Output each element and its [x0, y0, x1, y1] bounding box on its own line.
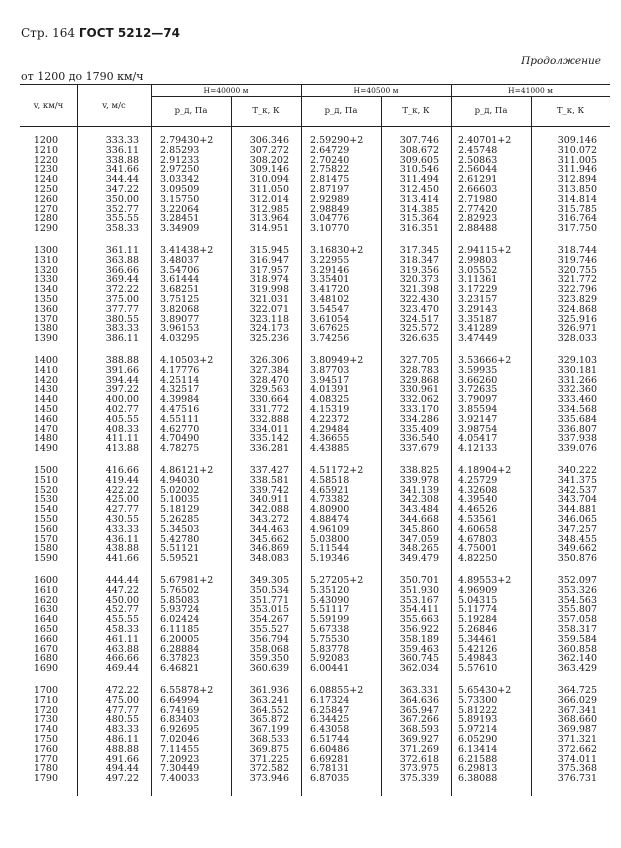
cell-pressure: 5.27205+2 5.35120 5.43090 5.51117 5.59199 5.67338 5.75530 5.83778 5.92083 6.00441: [310, 575, 364, 675]
cell-pressure: 2.59290+2 2.64729 2.70240 2.75822 2.81475 2.87197 2.92989 2.98849 3.04776 3.10770: [310, 135, 364, 235]
cell-temp: 329.103 330.181 331.266 332.360 333.460 334.568 335.684 336.807 337.938 339.076: [557, 355, 597, 455]
cell-pressure: 6.08855+2 6.17324 6.25847 6.34425 6.43058 6.51744 6.60486 6.69281 6.78131 6.87035: [310, 685, 364, 785]
cell-pressure: 2.40701+2 2.45748 2.50863 2.56044 2.61291 2.66603 2.71980 2.77420 2.82923 2.88488: [458, 135, 512, 235]
cell-v-ms: 444.44 447.22 450.00 452.77 455.55 458.33 461.11 463.88 466.66 469.44: [105, 575, 139, 675]
cell-pressure: 6.55878+2 6.64994 6.74169 6.83403 6.92695 7.02046 7.11455 7.20923 7.30449 7.40033: [160, 685, 214, 785]
range-caption: от 1200 до 1790 км/ч: [21, 70, 144, 83]
cell-pressure: 3.80949+2 3.87703 3.94517 4.01391 4.08325 4.15319 4.22372 4.29484 4.36655 4.43885: [310, 355, 364, 455]
cell-v-kmh: 1600 1610 1620 1630 1640 1650 1660 1670 1680 1690: [33, 575, 58, 675]
cell-pressure: 4.51172+2 4.58518 4.65921 4.73382 4.80900 4.88474 4.96109 5.03800 5.11544 5.19346: [310, 465, 364, 565]
cell-temp: 349.305 350.534 351.771 353.015 354.267 355.527 356.794 358.068 359.350 360.639: [249, 575, 289, 675]
table-top-rule: [20, 84, 610, 85]
data-table: [20, 84, 610, 796]
cell-temp: 309.146 310.072 311.005 311.946 312.894 313.850 314.814 315.785 316.764 317.750: [557, 135, 597, 235]
cell-pressure: 5.67981+2 5.76502 5.85083 5.93724 6.02424 6.11185 6.20005 6.28884 6.37823 6.46821: [160, 575, 214, 675]
cell-temp: 350.701 351.930 353.167 354.411 355.663 356.922 358.189 359.463 360.745 362.034: [399, 575, 439, 675]
cell-v-ms: 388.88 391.66 394.44 397.22 400.00 402.77 405.55 408.33 411.11 413.88: [105, 355, 139, 455]
altitude-header-3: H=41000 м: [508, 86, 553, 95]
header-pressure-3: p_д, Па: [474, 106, 508, 116]
page-number: Стр. 164: [21, 26, 76, 40]
cell-temp: 361.936 363.241 364.552 365.872 367.199 368.533 369.875 371.225 372.582 373.946: [249, 685, 289, 785]
cell-temp: 306.346 307.272 308.202 309.146 310.094 311.050 312.014 312.985 313.964 314.951: [249, 135, 289, 235]
cell-temp: 307.746 308.672 309.605 310.546 311.494 312.450 313.414 314.385 315.364 316.351: [399, 135, 439, 235]
cell-temp: 327.705 328.783 329.868 330.961 332.062 333.170 334.286 335.409 336.540 337.679: [399, 355, 439, 455]
table-block: [20, 466, 610, 564]
header-v-kmh: v, км/ч: [33, 101, 64, 111]
altitude-header-1: H=40000 м: [203, 86, 249, 95]
header-temp-1: T_к, К: [252, 106, 280, 116]
header-pressure-2: p_д, Па: [324, 106, 358, 116]
cell-temp: 317.345 318.347 319.356 320.373 321.398 322.430 323.470 324.517 325.572 326.635: [399, 245, 439, 345]
continuation-label: Продолжение: [521, 55, 601, 67]
cell-pressure: 3.53666+2 3.59935 3.66260 3.72635 3.79097 3.85594 3.92147 3.98754 4.05417 4.12133: [458, 355, 512, 455]
header-temp-2: T_к, К: [402, 106, 430, 116]
cell-v-kmh: 1700 1710 1720 1730 1740 1750 1760 1770 1780 1790: [33, 685, 58, 785]
cell-v-kmh: 1500 1510 1520 1530 1540 1550 1560 1570 1580 1590: [33, 465, 58, 565]
cell-v-ms: 472.22 475.00 477.77 480.55 483.33 486.11 488.88 491.66 494.44 497.22: [105, 685, 139, 785]
cell-pressure: 3.41438+2 3.48037 3.54706 3.61444 3.68251 3.75125 3.82068 3.89077 3.96153 4.03295: [160, 245, 214, 345]
header-v-ms: v, м/с: [102, 101, 126, 111]
cell-pressure: 5.65430+2 5.73300 5.81222 5.89193 5.97214 6.05290 6.13414 6.21588 6.29813 6.38088: [458, 685, 512, 785]
cell-v-kmh: 1200 1210 1220 1230 1240 1250 1260 1270 1280 1290: [33, 135, 58, 235]
cell-temp: 318.744 319.746 320.755 321.772 322.796 323.829 324.868 325.916 326.971 328.033: [557, 245, 597, 345]
table-block: [20, 686, 610, 784]
cell-pressure: 4.89553+2 4.96909 5.04315 5.11774 5.19284 5.26846 5.34461 5.42126 5.49843 5.57610: [458, 575, 512, 675]
cell-pressure: 2.79430+2 2.85293 2.91233 2.97250 3.03342 3.09509 3.15750 3.22064 3.28451 3.34909: [160, 135, 214, 235]
cell-v-kmh: 1300 1310 1320 1330 1340 1350 1360 1370 1380 1390: [33, 245, 58, 345]
cell-temp: 338.825 339.978 341.139 342.308 343.484 344.668 345.860 347.059 348.265 349.479: [399, 465, 439, 565]
cell-pressure: 4.18904+2 4.25729 4.32608 4.39540 4.46526 4.53561 4.60658 4.67803 4.75001 4.82250: [458, 465, 512, 565]
altitude-header-2: H=40500 м: [353, 86, 399, 95]
header-temp-3: T_к, К: [556, 106, 585, 116]
standard-number: ГОСТ 5212—74: [78, 26, 180, 40]
page-header: [21, 26, 180, 40]
header-pressure-1: p_д, Па: [174, 106, 208, 116]
table-block: [20, 576, 610, 674]
cell-v-ms: 416.66 419.44 422.22 425.00 427.77 430.55 433.33 436.11 438.88 441.66: [105, 465, 139, 565]
cell-temp: 363.331 364.636 365.947 367.266 368.593 369.927 371.269 372.618 373.975 375.339: [399, 685, 439, 785]
table-block: [20, 246, 610, 344]
cell-pressure: 4.86121+2 4.94030 5.02002 5.10035 5.18129 5.26285 5.34503 5.42780 5.51121 5.59521: [160, 465, 214, 565]
cell-temp: 340.222 341.375 342.537 343.704 344.881 346.065 347.257 348.455 349.662 350.876: [557, 465, 597, 565]
table-block: [20, 356, 610, 454]
cell-temp: 364.725 366.029 367.341 368.660 369.987 371.321 372.662 374.011 375.368 376.731: [557, 685, 597, 785]
cell-v-ms: 361.11 363.88 366.66 369.44 372.22 375.00 377.77 380.55 383.33 386.11: [105, 245, 139, 345]
cell-temp: 326.306 327.384 328.470 329.563 330.664 331.772 332.888 334.011 335.142 336.281: [249, 355, 289, 455]
cell-temp: 315.945 316.947 317.957 318.974 319.998 321.031 322.071 323.118 324.173 325.236: [249, 245, 289, 345]
cell-pressure: 2.94115+2 2.99803 3.05552 3.11361 3.17229 3.23157 3.29143 3.35187 3.41289 3.47449: [458, 245, 512, 345]
cell-v-kmh: 1400 1410 1420 1430 1440 1450 1460 1470 1480 1490: [33, 355, 58, 455]
cell-pressure: 3.16830+2 3.22955 3.29146 3.35401 3.41720 3.48102 3.54547 3.61054 3.67625 3.74256: [310, 245, 364, 345]
cell-temp: 337.427 338.581 339.742 340.911 342.088 343.272 344.463 345.662 346.869 348.083: [249, 465, 289, 565]
table-block: [20, 136, 610, 234]
cell-temp: 352.097 353.326 354.563 355.807 357.058 358.317 359.584 360.858 362.140 363.429: [557, 575, 597, 675]
cell-v-ms: 333.33 336.11 338.88 341.66 344.44 347.22 350.00 352.77 355.55 358.33: [105, 135, 139, 235]
header-bottom-rule: [20, 126, 610, 127]
cell-pressure: 4.10503+2 4.17776 4.25114 4.32517 4.39984 4.47516 4.55111 4.62770 4.70490 4.78275: [160, 355, 214, 455]
